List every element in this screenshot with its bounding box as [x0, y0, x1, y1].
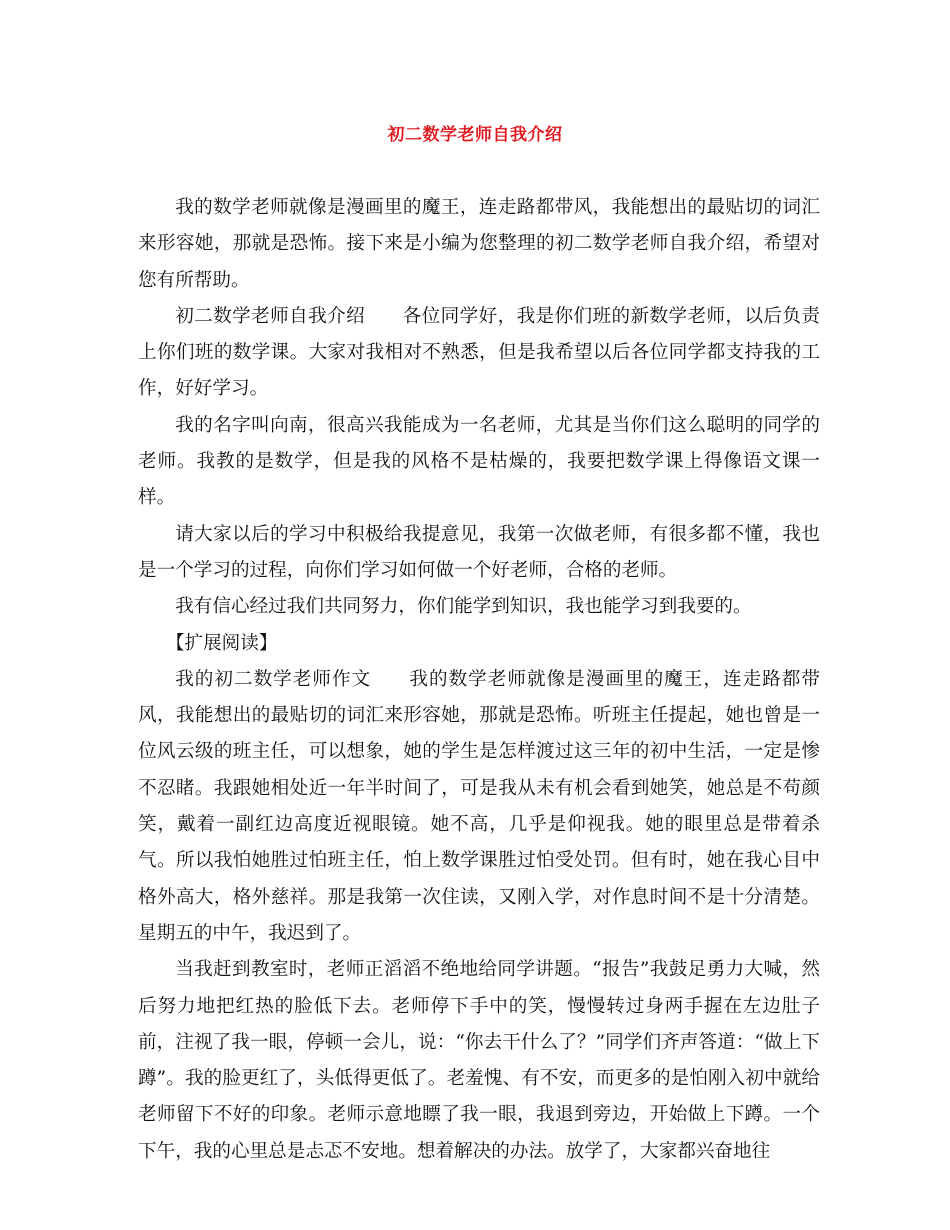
paragraph-self-intro-text: 各位同学好，我是你们班的新数学老师，以后负责上你们班的数学课。大家对我相对不熟悉，但是我希望以后各位同学都支持我的工作，好好学习。	[138, 305, 820, 400]
paragraph-essay	[138, 662, 820, 952]
document-body	[138, 190, 820, 1170]
paragraph-essay-text: 我的数学老师就像是漫画里的魔王，连走路都带风，我能想出的最贴切的词汇来形容她，那就是恐怖。听班主任提起，她也曾是一位风云级的班主任，可以想象，她的学生是怎样渡过这三年的初中生活，一定是惨不忍睹。我跟她相处近一年半时间了，可是我从未有机会看到她笑，她总是不苟颜笑，戴着一副红边高度近视眼镜。她不高，几乎是仰视我。她的眼里总是带着杀气。所以我怕她胜过怕班主任，怕上数学课胜过怕受处罚。但有时，她在我心目中格外高大，格外慈祥。那是我第一次住读，又刚入学，对作息时间不是十分清楚。星期五的中午，我迟到了。	[138, 668, 820, 944]
extended-reading-heading: 【扩展阅读】	[165, 632, 278, 654]
paragraph-intro: 我的数学老师就像是漫画里的魔王，连走路都带风，我能想出的最贴切的词汇来形容她，那就是恐怖。接下来是小编为您整理的初二数学老师自我介绍，希望对您有所帮助。	[138, 197, 820, 291]
paragraph-name: 我的名字叫向南，很高兴我能成为一名老师，尤其是当你们这么聪明的同学的老师。我教的是数学，但是我的风格不是枯燥的，我要把数学课上得像语文课一样。	[138, 414, 820, 509]
inline-heading-essay: 我的初二数学老师作文	[175, 668, 372, 690]
document-title: 初二数学老师自我介绍	[387, 125, 563, 145]
paragraph-classroom: 当我赶到教室时，老师正滔滔不绝地给同学讲题。“报告”我鼓足勇力大喊，然后努力地把红热的脸低下去。老师停下手中的笑，慢慢转过身两手握在左边肚子前，注视了我一眼，停顿一会儿，说：“你去干什么了？”同学们齐声答道：“做上下蹲”。我的脸更红了，头低得更低了。老羞愧、有不安，而更多的是怕刚入初中就给老师留下不好的印象。老师示意地瞟了我一眼，我退到旁边，开始做上下蹲。一个下午，我的心里总是忐忑不安地。想着解决的办法。放学了，大家都兴奋地往	[138, 959, 820, 1162]
paragraph-self-intro	[138, 299, 820, 408]
paragraph-confidence: 我有信心经过我们共同努力，你们能学到知识，我也能学习到我要的。	[175, 596, 752, 618]
inline-heading-self-intro: 初二数学老师自我介绍	[175, 305, 366, 327]
paragraph-feedback: 请大家以后的学习中积极给我提意见，我第一次做老师，有很多都不懂，我也是一个学习的过程，向你们学习如何做一个好老师，合格的老师。	[138, 523, 820, 581]
